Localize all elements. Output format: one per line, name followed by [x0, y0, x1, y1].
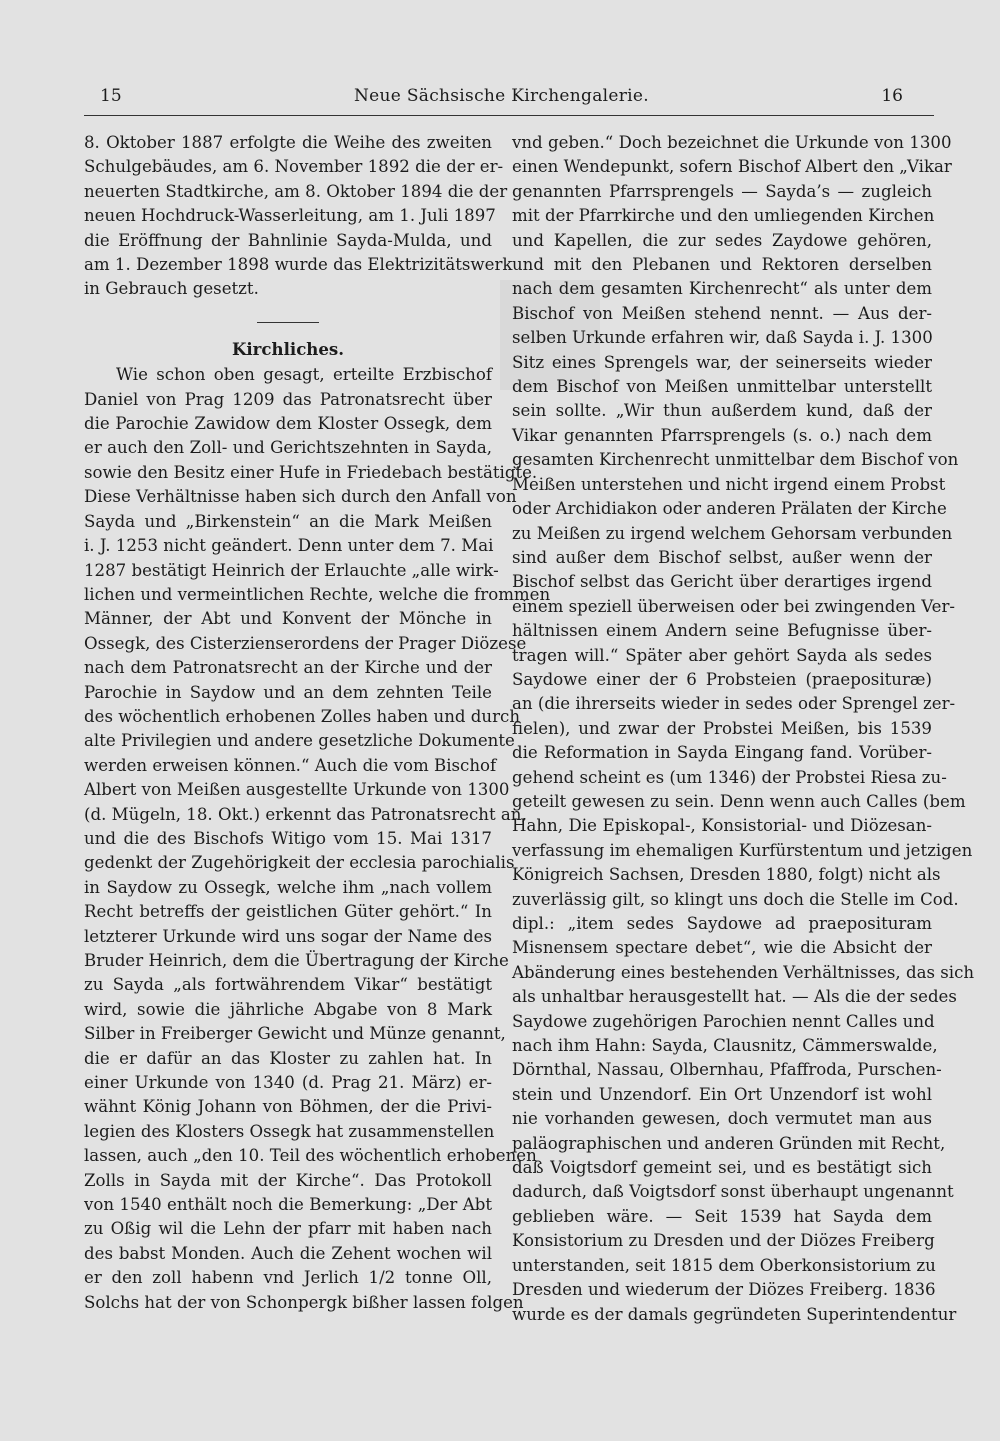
text-line: 8. Oktober 1887 erfolgte die Weihe des zweiten: [84, 133, 492, 152]
text-line: Dörnthal, Nassau, Olbernhau, Pfaffroda, Purschen-: [512, 1060, 942, 1080]
text-line: Königreich Sachsen, Dresden 1880, folgt) nicht als: [512, 865, 941, 885]
text-line: unterstanden, seit 1815 dem Oberkonsistorium zu: [512, 1255, 936, 1275]
text-line: Sitz eines Sprengels war, der seinerseits wieder: [512, 352, 932, 372]
text-line: sein sollte. „Wir thun außerdem kund, daß der: [512, 401, 932, 421]
text-line: dipl.: „item sedes Saydowe ad praeposituram: [512, 914, 932, 933]
text-line: und mit den Plebanen und Rektoren derselben: [512, 255, 932, 275]
text-line: die er dafür an das Kloster zu zahlen hat. In: [84, 1048, 492, 1068]
page-number-right: 16: [881, 86, 903, 106]
text-line: am 1. Dezember 1898 wurde das Elektrizitätswerk: [84, 255, 513, 275]
text-line: Parochie in Saydow und an dem zehnten Teile: [84, 682, 492, 702]
text-line: geblieben wäre. — Seit 1539 hat Sayda dem: [512, 1206, 932, 1226]
text-line: einer Urkunde von 1340 (d. Prag 21. März) er-: [84, 1073, 492, 1093]
text-line: Misnensem spectare debet“, wie die Absicht der: [512, 938, 932, 958]
kirchliches-paragraph: [84, 363, 551, 1315]
text-line: alte Privilegien und andere gesetzliche Dokumente: [84, 731, 515, 751]
section-separator: [257, 322, 319, 323]
text-line: Sayda und „Birkenstein“ an die Mark Meißen: [84, 511, 492, 531]
text-line: lassen, auch „den 10. Teil des wöchentlich erhobenen: [84, 1146, 537, 1166]
text-line: zu Oßig wil die Lehn der pfarr mit haben nach: [84, 1219, 492, 1239]
text-line: Wie schon oben gesagt, erteilte Erzbischof: [116, 365, 492, 385]
text-line: oder Archidiakon oder anderen Prälaten der Kirche: [512, 499, 947, 519]
text-line: Silber in Freiberger Gewicht und Münze genannt,: [84, 1024, 506, 1044]
text-line: Vikar genannten Pfarrsprengels (s. o.) nach dem: [512, 425, 932, 445]
right-column: [512, 131, 975, 1327]
text-line: Diese Verhältnisse haben sich durch den Anfall von: [84, 487, 517, 507]
text-line: Abänderung eines bestehenden Verhältnisses, das sich: [512, 962, 975, 982]
text-line: als unhaltbar herausgestellt hat. — Als die der sedes: [512, 987, 957, 1007]
text-line: i. J. 1253 nicht geändert. Denn unter dem 7. Mai: [84, 536, 494, 556]
text-line: er auch den Zoll- und Gerichtszehnten in Sayda,: [84, 438, 492, 458]
text-line: Bischof selbst das Gericht über derartiges irgend: [512, 572, 932, 592]
text-line: wird, sowie die jährliche Abgabe von 8 Mark: [84, 999, 492, 1019]
text-line: Hahn, Die Episkopal-, Konsistorial- und Diözesan-: [512, 816, 932, 836]
text-line: die Reformation in Sayda Eingang fand. Vorüber-: [512, 743, 932, 763]
text-line: sind außer dem Bischof selbst, außer wenn der: [512, 547, 932, 567]
text-line: legien des Klosters Ossegk hat zusammenstellen: [84, 1121, 495, 1141]
text-line: Meißen unterstehen und nicht irgend einem Probst: [512, 474, 946, 494]
text-line: werden erweisen können.“ Auch die vom Bischof: [84, 755, 497, 775]
text-line: zu Meißen zu irgend welchem Gehorsam verbunden: [512, 523, 953, 543]
text-line: vnd geben.“ Doch bezeichnet die Urkunde von 1300: [512, 133, 952, 152]
continued-paragraph: [512, 131, 975, 1327]
text-line: neuerten Stadtkirche, am 8. Oktober 1894 die der: [84, 181, 508, 201]
text-line: einen Wendepunkt, sofern Bischof Albert den „Vikar: [512, 157, 952, 177]
text-line: und Kapellen, die zur sedes Zaydowe gehören,: [512, 230, 932, 250]
text-line: geteilt gewesen zu sein. Denn wenn auch Calles (bem: [512, 791, 966, 811]
text-line: Ossegk, des Cisterzienserordens der Prager Diözese: [84, 633, 527, 653]
text-line: Schulgebäudes, am 6. November 1892 die der er-: [84, 157, 504, 177]
text-line: (d. Mügeln, 18. Okt.) erkennt das Patronatsrecht an,: [84, 804, 527, 824]
text-line: Dresden und wiederum der Diözes Freiberg. 1836: [512, 1280, 936, 1300]
text-line: in Saydow zu Ossegk, welche ihm „nach vollem: [84, 877, 492, 897]
text-line: Albert von Meißen ausgestellte Urkunde von 1300: [84, 780, 510, 800]
running-header: [100, 84, 903, 110]
text-line: Bischof von Meißen stehend nennt. — Aus der-: [512, 303, 932, 323]
text-line: gehend scheint es (um 1346) der Probstei Riesa zu-: [512, 767, 947, 787]
text-line: mit der Pfarrkirche und den umliegenden Kirchen: [512, 206, 935, 226]
text-line: daß Voigtsdorf gemeint sei, und es bestätigt sich: [512, 1158, 932, 1178]
text-line: letzterer Urkunde wird uns sogar der Name des: [84, 926, 492, 946]
text-line: sowie den Besitz einer Hufe in Friedebach bestätigte.: [84, 462, 538, 482]
text-line: Saydowe einer der 6 Probsteien (praeposituræ): [512, 669, 932, 689]
text-line: zuverlässig gilt, so klingt uns doch die Stelle im Cod.: [512, 889, 959, 909]
text-line: tragen will.“ Später aber gehört Sayda als sedes: [512, 645, 932, 665]
text-line: Recht betreffs der geistlichen Güter gehört.“ In: [84, 902, 492, 922]
text-line: an (die ihrerseits wieder in sedes oder Sprengel zer-: [512, 694, 956, 714]
text-line: Daniel von Prag 1209 das Patronatsrecht über: [84, 389, 492, 409]
text-line: von 1540 enthält noch die Bemerkung: „Der Abt: [84, 1195, 492, 1215]
text-line: 1287 bestätigt Heinrich der Erlauchte „alle wirk-: [84, 560, 499, 580]
text-line: wurde es der damals gegründeten Superintendentur: [512, 1304, 957, 1324]
text-line: gesamten Kirchenrecht unmittelbar dem Bischof von: [512, 450, 959, 470]
text-line: zu Sayda „als fortwährendem Vikar“ bestätigt: [84, 975, 492, 995]
text-line: nach dem gesamten Kirchenrecht“ als unter dem: [512, 279, 932, 299]
text-line: des babst Monden. Auch die Zehent wochen wil: [84, 1243, 492, 1263]
text-line: des wöchentlich erhobenen Zolles haben und durch: [84, 706, 521, 726]
text-line: in Gebrauch gesetzt.: [84, 279, 259, 299]
text-line: nie vorhanden gewesen, doch vermutet man aus: [512, 1109, 932, 1129]
text-line: einem speziell überweisen oder bei zwingenden Ver-: [512, 596, 956, 616]
text-line: selben Urkunde erfahren wir, daß Sayda i. J. 1300: [512, 328, 933, 348]
text-line: verfassung im ehemaligen Kurfürstentum und jetzigen: [512, 840, 973, 860]
text-line: Solchs hat der von Schonpergk bißher lassen folgen: [84, 1292, 524, 1312]
text-line: hältnissen einem Andern seine Befugnisse über-: [512, 621, 932, 641]
text-line: stein und Unzendorf. Ein Ort Unzendorf ist wohl: [512, 1084, 932, 1104]
text-line: er den zoll habenn vnd Jerlich 1/2 tonne Oll,: [84, 1268, 492, 1288]
text-line: paläographischen und anderen Gründen mit Recht,: [512, 1133, 946, 1153]
text-line: nach dem Patronatsrecht an der Kirche und der: [84, 658, 492, 678]
section-heading: Kirchliches.: [231, 338, 345, 359]
header-rule: [84, 115, 934, 116]
text-line: dadurch, daß Voigtsdorf sonst überhaupt ungenannt: [512, 1182, 954, 1202]
text-line: die Eröffnung der Bahnlinie Sayda-Mulda, und: [84, 230, 492, 250]
text-line: Saydowe zugehörigen Parochien nennt Calles und: [512, 1011, 935, 1031]
text-line: Männer, der Abt und Konvent der Mönche in: [84, 609, 492, 629]
text-line: wähnt König Johann von Böhmen, der die Privi-: [84, 1097, 492, 1117]
left-column: [84, 131, 551, 1315]
text-line: Konsistorium zu Dresden und der Diözes Freiberg: [512, 1231, 935, 1251]
text-line: lichen und vermeintlichen Rechte, welche die frommen: [84, 584, 551, 604]
text-line: die Parochie Zawidow dem Kloster Ossegk, dem: [84, 414, 492, 434]
text-line: nach ihm Hahn: Sayda, Clausnitz, Cämmerswalde,: [512, 1036, 938, 1056]
text-line: neuen Hochdruck-Wasserleitung, am 1. Juli 1897: [84, 206, 496, 226]
text-line: Zolls in Sayda mit der Kirche“. Das Protokoll: [84, 1170, 492, 1190]
intro-paragraph: [84, 131, 513, 302]
text-line: genannten Pfarrsprengels — Sayda’s — zugleich: [512, 181, 932, 201]
page-number-left: 15: [100, 86, 122, 106]
text-line: fielen), und zwar der Probstei Meißen, bis 1539: [512, 718, 932, 738]
text-line: Bruder Heinrich, dem die Übertragung der Kirche: [84, 951, 509, 970]
text-line: und die des Bischofs Witigo vom 15. Mai 1317: [84, 828, 492, 848]
text-line: dem Bischof von Meißen unmittelbar unterstellt: [512, 377, 932, 397]
running-title: Neue Sächsische Kirchengalerie.: [353, 86, 649, 106]
text-line: gedenkt der Zugehörigkeit der ecclesia parochialis: [84, 853, 515, 873]
